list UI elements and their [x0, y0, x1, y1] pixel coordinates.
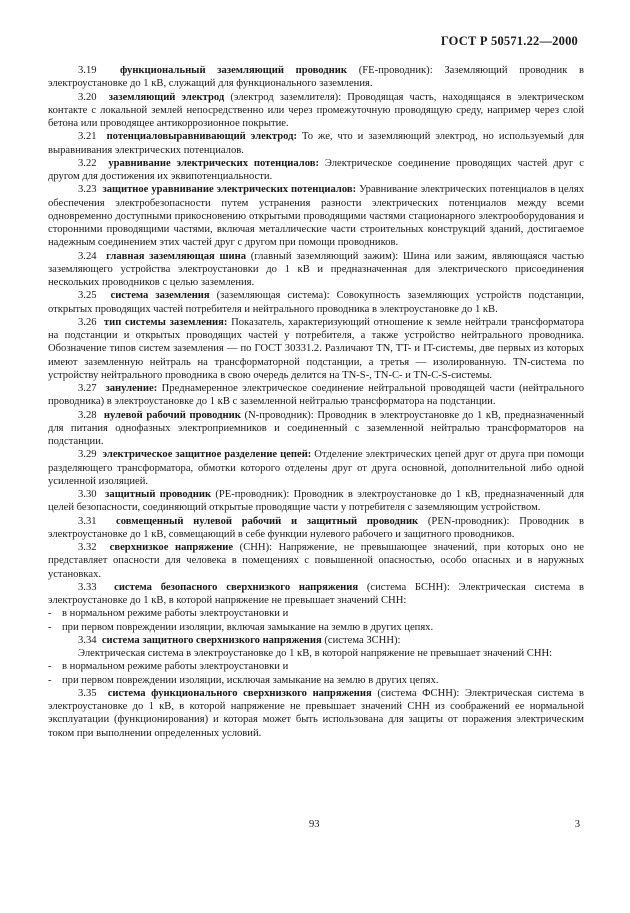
- clause-3-25: 3.25 система заземления (заземляющая система): Совокупность заземляющих устройств подстанции, открытых проводящих частей потребителя и нейтрального проводника в электроустановке до 1 кВ.: [48, 290, 584, 315]
- list-item: - при первом повреждении изоляции, исключая замыкание на землю в других цепях.: [48, 674, 439, 686]
- sheet-number: 3: [574, 819, 580, 830]
- clause-term: система заземления: [110, 290, 210, 302]
- clause-3-27: 3.27 зануление: Преднамеренное электрическое соединение нейтральной проводящей части (нейтрального проводника) в электроустановке до 1 кВ с заземленной нейтралью трансформатора на подстанции.: [48, 383, 585, 408]
- clause-term: зануление:: [105, 383, 158, 394]
- dash-marker: -: [48, 674, 52, 686]
- dash-marker: -: [48, 621, 52, 633]
- list-item: - в нормальном режиме работы электроустановки и: [48, 661, 289, 673]
- clause-term: нулевой рабочий проводник: [103, 409, 241, 421]
- clause-3-34: 3.34 система защитного сверхнизкого напряжения (система ЗСНН):: [78, 634, 401, 646]
- clause-term: электрическое защитное разделение цепей:: [102, 449, 312, 461]
- document-header: ГОСТ Р 50571.22—2000: [440, 34, 578, 48]
- clause-term: заземляющий электрод: [108, 91, 225, 103]
- clause-3-31: 3.31 совмещенный нулевой рабочий и защитный проводник (PEN-проводник): Проводник в электроустановке до 1 кВ, совмещающий в себе функции нулевого рабочего и защитного проводников.: [48, 515, 584, 540]
- clause-term: защитный проводник: [105, 489, 212, 500]
- clause-term: совмещенный нулевой рабочий и защитный проводник: [116, 515, 419, 527]
- clause-3-33: 3.33 система безопасного сверхнизкого напряжения (система БСНН): Электрическая система в электроустановке до 1 кВ, в которой напряжение не превышает значений СНН:: [48, 581, 585, 606]
- clause-3-29: 3.29 электрическое защитное разделение цепей: Отделение электрических цепей друг от друга при помощи разделяющего трансформатора, обмотки которого отделены друг от друга основной, дополнительной либо одной усиленной изоляцией.: [48, 449, 585, 487]
- clause-3-20: 3.20 заземляющий электрод (электрод заземлителя): Проводящая часть, находящаяся в электрическом контакте с локальной землей непосредственно или через промежуточную проводящую среду, например через слой бетона или проводящее антикоррозионное покрытие.: [48, 91, 584, 129]
- clause-term: тип системы заземления:: [103, 316, 228, 328]
- clause-3-34-body: Электрическая система в электроустановке до 1 кВ, в которой напряжение не превышает значений СНН:: [78, 648, 553, 659]
- clause-3-23: 3.23 защитное уравнивание электрических потенциалов: Уравнивание электрических потенциалов в целях обеспечения электробезопасности путем устранения разности электрических потенциалов между всеми одновременно доступными прикосновению открытыми проводящими частями стационарного электрооборудования и сторонними проводящими частями, включая металлические части строительных конструкций зданий, достигаемое надежным соединением этих частей друг с другом при помощи проводников.: [48, 184, 585, 249]
- clause-term: сверхнизкое напряжение: [109, 542, 234, 553]
- document-body: [48, 64, 584, 740]
- clause-term: система защитного сверхнизкого напряжения: [101, 634, 322, 646]
- clause-3-24: 3.24 главная заземляющая шина (главный заземляющий зажим): Шина или зажим, являющаяся частью заземляющего устройства электроустановки до 1 кВ и предназначенная для электрического присоединения нескольких проводников с целью заземления.: [48, 250, 584, 288]
- clause-3-26: 3.26 тип системы заземления: Показатель, характеризующий отношение к земле нейтрали трансформатора на подстанции и открытых проводящих частей у потребителя, а также устройство нейтрального проводника. Обозначение типов систем заземления — по ГОСТ 30331.2. Различают TN, TT- и IT-системы, две первых из которых имеют заземленную нейтраль на трансформаторной подстанции, а третья — изолированную. TN-система по устройству нейтрального проводника в свою очередь делится на TN-S-, TN-C- и TN-C-S-системы.: [48, 316, 584, 381]
- clause-3-19: 3.19 функциональный заземляющий проводник (FE-проводник): Заземляющий проводник в электроустановке до 1 кВ, служащий для функционального заземления.: [48, 65, 585, 90]
- clause-3-30: 3.30 защитный проводник (PE-проводник): Проводник в электроустановке до 1 кВ, предназначенный для целей безопасности, соединяющий открытые проводящие части у потребителя с заземляющим устройством.: [48, 489, 584, 514]
- clause-term: функциональный заземляющий проводник: [119, 65, 347, 76]
- clause-term: потенциаловыравнивающий электрод:: [106, 131, 298, 143]
- clause-term: защитное уравнивание электрических потенциалов:: [102, 184, 357, 196]
- dash-marker: -: [48, 608, 52, 620]
- clause-3-35: 3.35 система функционального сверхнизкого напряжения (система ФСНН): Электрическая система в электроустановке до 1 кВ, в которой напряжение не превышает значений СНН из соображений ее нормальной эксплуатации (функционирования) и которая может быть использована для защиты от поражения электрическим током при выполнении определенных условий.: [48, 687, 584, 739]
- clause-term: главная заземляющая шина: [106, 250, 246, 262]
- clause-3-32: 3.32 сверхнизкое напряжение (СНН): Напряжение, не превышающее значений, при которых оно не представляет опасности для человека в помещениях с повышенной опасностью, особо опасных и в наружных установках.: [48, 542, 585, 580]
- clause-3-28: 3.28 нулевой рабочий проводник (N-проводник): Проводник в электроустановке до 1 кВ, предназначенный для питания однофазных электроприемников и соединенный с заземленной нейтралью трансформаторов на подстанции.: [48, 409, 585, 447]
- clause-term: система функционального сверхнизкого напряжения: [107, 687, 372, 699]
- clause-3-21: 3.21 потенциаловыравнивающий электрод: То же, что и заземляющий электрод, но используемый для выравнивания электрических потенциалов.: [48, 131, 585, 156]
- dash-marker: -: [48, 661, 52, 673]
- clause-term: уравнивание электрических потенциалов:: [108, 157, 320, 169]
- list-item: - в нормальном режиме работы электроустановки и: [48, 608, 289, 620]
- page-number: 93: [309, 819, 320, 830]
- clause-term: система безопасного сверхнизкого напряжения: [114, 581, 359, 593]
- list-item: - при первом повреждении изоляции, включая замыкание на землю в других цепях.: [48, 621, 434, 633]
- clause-3-22: 3.22 уравнивание электрических потенциалов: Электрическое соединение проводящих частей друг с другом для достижения их эквипотенциальности.: [48, 157, 584, 182]
